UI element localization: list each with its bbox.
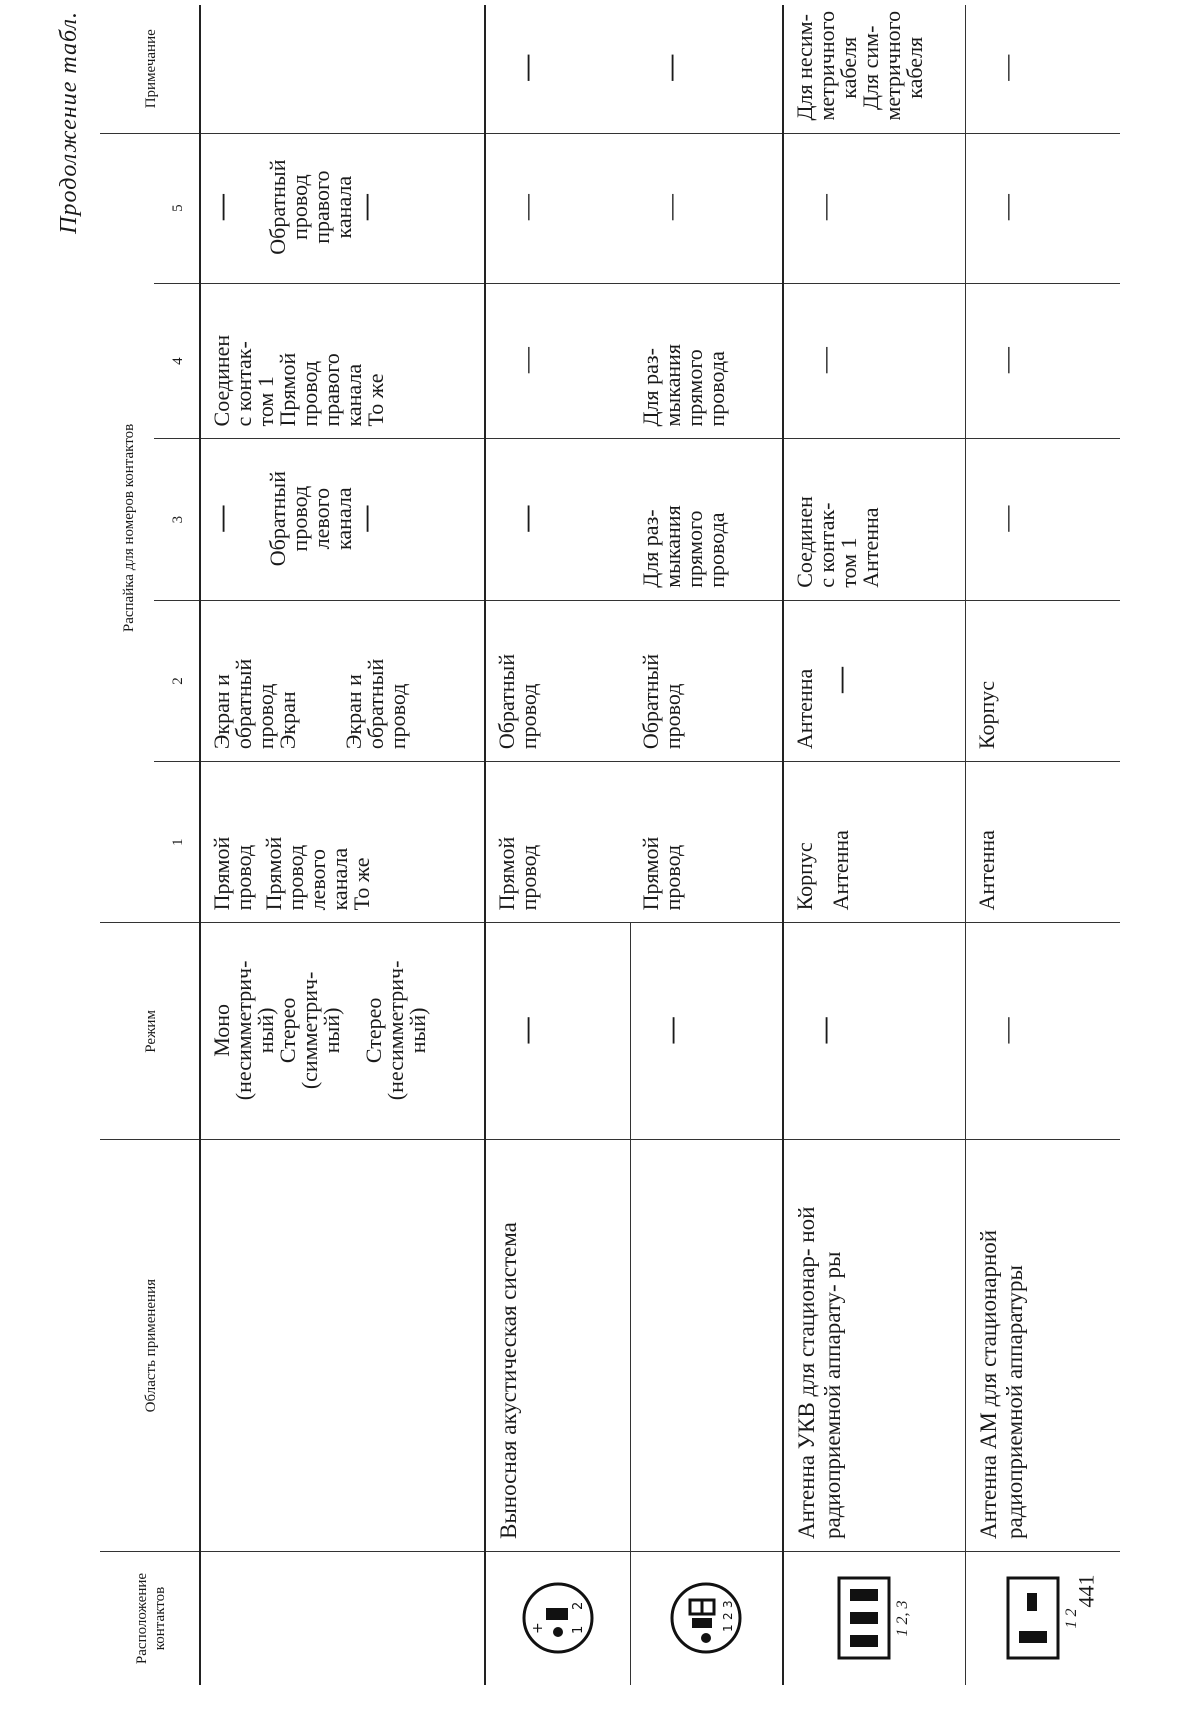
pin2-cell: Антенна —: [783, 600, 966, 761]
table-row: [630, 5, 782, 1685]
table-row: [485, 5, 630, 1685]
application-cell: Антенна УКВ для стационар- ной радиоприемной аппарату- ры: [783, 1140, 966, 1552]
header-pin-3: 3: [154, 439, 200, 600]
header-pin-2: 2: [154, 600, 200, 761]
mode-cell: —: [965, 923, 1120, 1140]
pin4-cell: Для раз- мыкания прямого провода: [630, 283, 782, 439]
note-cell: —: [656, 54, 686, 81]
pin5-cell: —: [630, 133, 782, 283]
svg-text:3: 3: [721, 1600, 736, 1609]
pin2-cell: Корпус: [965, 600, 1120, 761]
pin4-cell: —: [783, 283, 966, 439]
pin3-cell: Для раз- мыкания прямого провода: [630, 439, 782, 600]
table-row: [200, 5, 485, 1685]
application-cell: Антенна АМ для стационарной радиоприемной аппаратуры: [965, 1140, 1120, 1552]
contact-cell: [965, 1552, 1120, 1686]
header-mode: Режим: [100, 923, 200, 1140]
rotated-table-sheet: [56, 5, 1120, 1685]
svg-text:2: 2: [721, 1612, 736, 1621]
din-round-2pin-icon: [520, 1581, 596, 1657]
pin5-cell: —: [485, 133, 630, 283]
table-row: [783, 5, 966, 1685]
header-pin-4: 4: [154, 283, 200, 439]
contact-label: 1 2: [1062, 1608, 1080, 1629]
header-notes: Примечание: [100, 5, 200, 133]
antenna-2pin-block-icon: [1005, 1576, 1061, 1662]
note-cell: —: [965, 5, 1120, 133]
header-application: Область применения: [100, 1140, 200, 1552]
pin3-cell: — Обратный провод левого канала —: [200, 439, 485, 600]
page-number: 441: [1073, 1574, 1099, 1608]
contact-label: 1 2, 3: [894, 1600, 912, 1637]
mode-cell: —: [485, 923, 630, 1140]
mode-cell: —: [630, 923, 782, 1140]
header-pinout: Распайка для номеров контактов: [100, 133, 154, 923]
pin4-cell: —: [485, 283, 630, 439]
mode-cell: Моно (несимметрич- ный) Стерео (симметрич- ный) Стерео (несимметрич- ный): [200, 923, 485, 1140]
svg-text:2: 2: [570, 1602, 586, 1611]
pin5-cell: —: [783, 133, 966, 283]
note-cell: —: [485, 5, 630, 133]
pin3-cell: —: [965, 439, 1120, 600]
svg-text:1: 1: [570, 1626, 586, 1635]
pin1-cell: Прямой провод: [630, 762, 782, 923]
table-row: [965, 5, 1120, 1685]
pin1-cell: Антенна: [965, 762, 1120, 923]
contact-cell: [485, 1552, 630, 1686]
pin1-cell: Прямой провод: [485, 762, 630, 923]
pin2-cell: Обратный провод: [630, 600, 782, 761]
pin4-cell: Соединен с контак- том 1 Прямой провод правого канала То же: [200, 283, 485, 439]
mode-cell: —: [783, 923, 966, 1140]
pin4-cell: —: [965, 283, 1120, 439]
pin2-cell: Обратный провод: [485, 600, 630, 761]
table-caption: Продолжение табл.: [56, 11, 82, 234]
header-pin-5: 5: [154, 133, 200, 283]
svg-text:+: +: [529, 1622, 546, 1635]
pin5-cell: — Обратный провод правого канала —: [200, 133, 485, 283]
application-cell: Выносная акустическая система: [485, 1140, 630, 1552]
svg-text:1: 1: [721, 1624, 736, 1633]
header-pin-1: 1: [154, 762, 200, 923]
application-cell: [630, 1140, 782, 1552]
pin3-cell: Соединен с контак- том 1 Антенна: [783, 439, 966, 600]
pin5-cell: —: [965, 133, 1120, 283]
pin1-cell: Прямой провод Прямой провод левого канала То же: [200, 762, 485, 923]
contact-cell: [783, 1552, 966, 1686]
antenna-3pin-block-icon: [836, 1576, 892, 1662]
header-contacts: Расположение контактов: [100, 1552, 200, 1686]
pin3-cell: —: [485, 439, 630, 600]
contact-cell: [630, 1552, 782, 1686]
note-cell: Для несим- метричного кабеля Для сим- метричного кабеля: [783, 5, 966, 133]
pin1-cell: Корпус Антенна: [783, 762, 966, 923]
pin2-cell: Экран и обратный провод Экран Экран и обратный провод: [200, 600, 485, 761]
din-round-switch-icon: [668, 1581, 744, 1657]
connector-pinout-table: [100, 5, 1120, 1685]
